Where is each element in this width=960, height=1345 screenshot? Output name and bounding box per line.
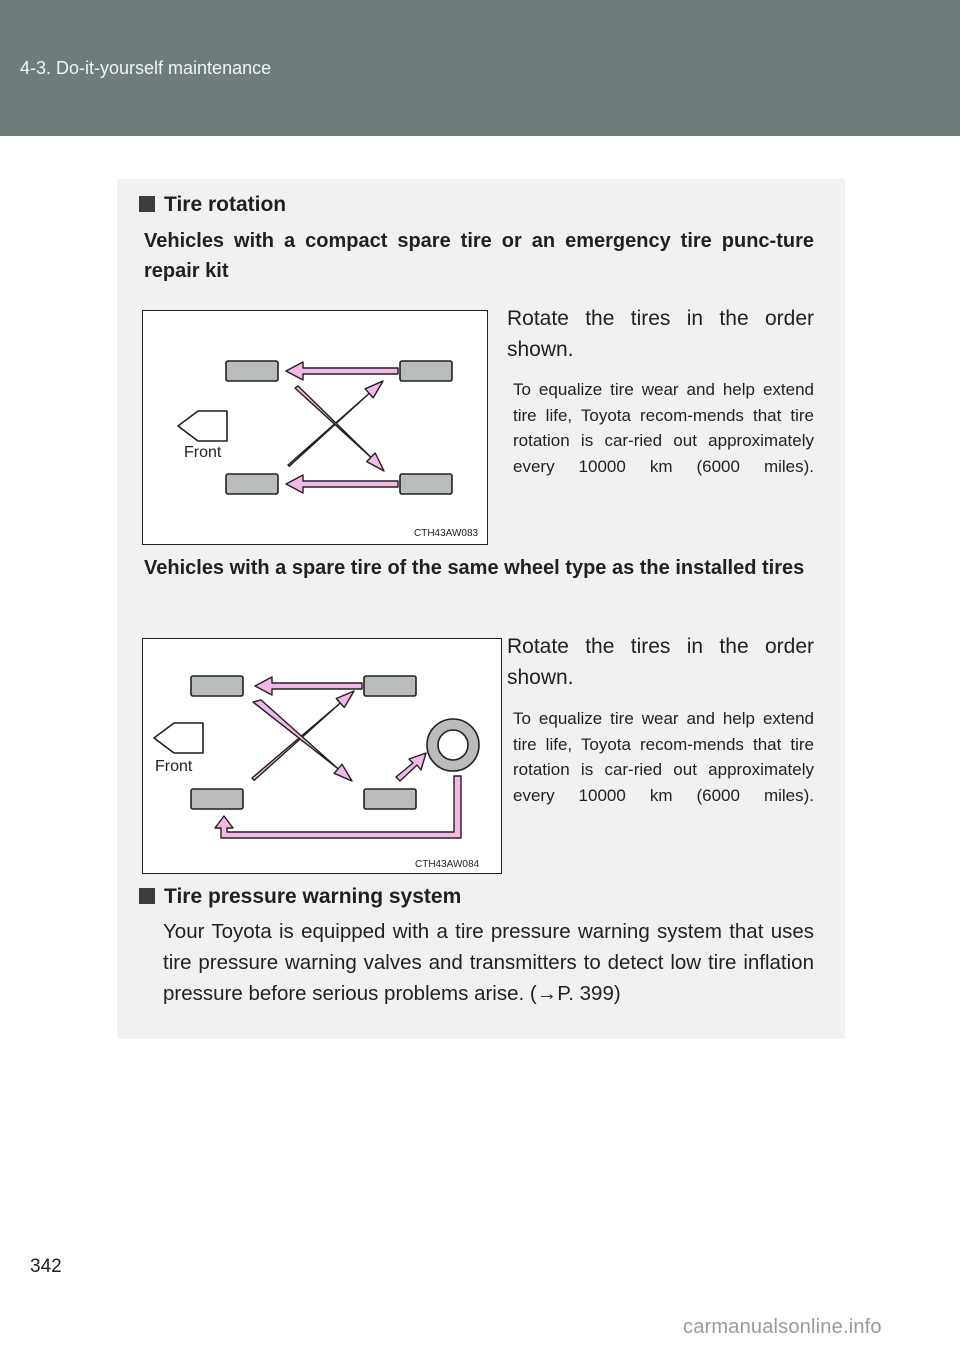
front-right-tire xyxy=(191,789,243,809)
arrow-diag-down xyxy=(253,700,352,781)
arrow-top xyxy=(255,677,362,695)
spare-tire xyxy=(427,719,479,771)
tire-rotation-heading xyxy=(139,193,286,217)
front-left-tire xyxy=(226,361,278,381)
rotation-note: To equalize tire wear and help extend tire life, Toyota recom-mends that tire rotation is car-ried out approximately every 10000 km (6000 miles). xyxy=(513,380,814,476)
page-header xyxy=(0,0,960,136)
front-left-tire xyxy=(191,676,243,696)
rotate-instruction: Rotate the tires in the order shown. xyxy=(507,307,814,361)
front-right-tire xyxy=(226,474,278,494)
arrow-bottom xyxy=(286,475,398,493)
heading-text: Tire pressure warning system xyxy=(164,885,462,908)
square-bullet-icon xyxy=(139,888,155,904)
heading-text: Tire rotation xyxy=(164,193,287,216)
rear-right-tire xyxy=(364,789,416,809)
content-panel xyxy=(117,179,845,1039)
front-arrow-icon xyxy=(178,411,227,441)
front-label: Front xyxy=(184,444,222,461)
compact-spare-title: Vehicles with a compact spare tire or an emergency tire punc-ture repair kit xyxy=(144,230,814,282)
front-arrow-icon xyxy=(154,723,203,753)
section-title: 4-3. Do-it-yourself maintenance xyxy=(20,58,272,78)
rear-left-tire xyxy=(400,361,452,381)
rear-right-tire xyxy=(400,474,452,494)
page-number: 342 xyxy=(30,1256,62,1277)
rotate-instruction: Rotate the tires in the order shown. xyxy=(507,635,814,689)
arrow-diag-down xyxy=(295,386,384,471)
rotation-diagram-compact xyxy=(142,310,488,545)
arrow-to-spare xyxy=(396,753,426,781)
watermark: carmanualsonline.info xyxy=(683,1316,882,1338)
tpws-heading xyxy=(139,885,461,909)
same-wheel-title: Vehicles with a spare tire of the same wheel type as the installed tires xyxy=(144,557,805,579)
front-label: Front xyxy=(155,758,193,775)
rotation-note: To equalize tire wear and help extend tire life, Toyota recom-mends that tire rotation is car-ried out approximately every 10000 km (6000 miles). xyxy=(513,709,814,805)
rotation-diagram-same-wheel xyxy=(142,638,502,874)
tpws-body: Your Toyota is equipped with a tire pressure warning system that uses tire pressure warning valves and transmitters to detect low tire inflation pressure before serious problems arise. (→P. 399) xyxy=(163,920,814,1005)
arrow-spare-loop xyxy=(215,776,461,838)
figure-code: CTH43AW083 xyxy=(414,528,479,539)
square-bullet-icon xyxy=(139,196,155,212)
arrow-diag-up xyxy=(252,691,354,780)
rear-left-tire xyxy=(364,676,416,696)
arrow-top xyxy=(286,362,398,380)
figure-code: CTH43AW084 xyxy=(415,859,480,870)
